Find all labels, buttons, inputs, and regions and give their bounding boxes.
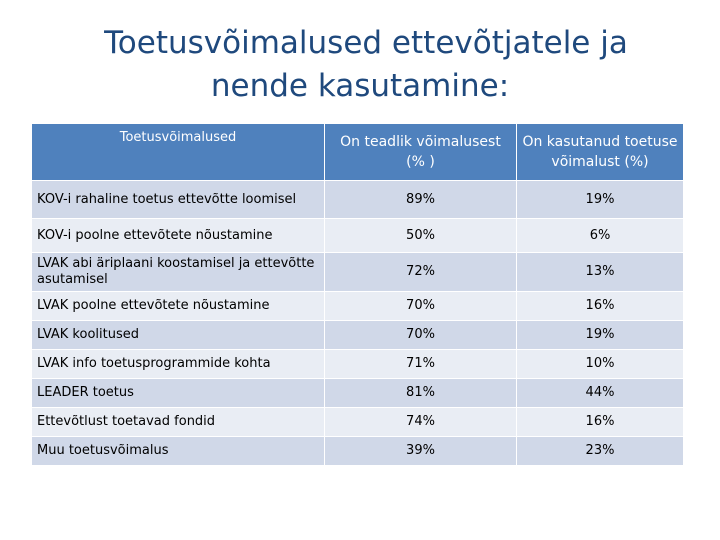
row-label: KOV-i rahaline toetus ettevõtte loomisel <box>32 180 325 218</box>
support-table <box>32 124 683 465</box>
aware-value: 81% <box>325 378 517 407</box>
row-label: LEADER toetus <box>32 378 325 407</box>
used-value: 44% <box>517 378 683 407</box>
aware-value: 74% <box>325 407 517 436</box>
table-row <box>32 252 683 291</box>
row-label: LVAK poolne ettevõtete nõustamine <box>32 291 325 320</box>
aware-value: 89% <box>325 180 517 218</box>
row-label: KOV-i poolne ettevõtete nõustamine <box>32 218 325 252</box>
row-label: LVAK koolitused <box>32 320 325 349</box>
used-value: 16% <box>517 291 683 320</box>
aware-value: 39% <box>325 436 517 465</box>
used-value: 19% <box>517 320 683 349</box>
used-value: 19% <box>517 180 683 218</box>
header-aware: On teadlik võimalusest (% ) <box>325 124 517 180</box>
used-value: 13% <box>517 252 683 291</box>
aware-value: 50% <box>325 218 517 252</box>
aware-value: 71% <box>325 349 517 378</box>
table-row <box>32 378 683 407</box>
row-label: Muu toetusvõimalus <box>32 436 325 465</box>
table-row <box>32 320 683 349</box>
aware-value: 70% <box>325 291 517 320</box>
aware-value: 72% <box>325 252 517 291</box>
table-row <box>32 291 683 320</box>
table-row <box>32 436 683 465</box>
table-row <box>32 407 683 436</box>
row-label: Ettevõtlust toetavad fondid <box>32 407 325 436</box>
used-value: 6% <box>517 218 683 252</box>
aware-value: 70% <box>325 320 517 349</box>
table-row <box>32 218 683 252</box>
used-value: 23% <box>517 436 683 465</box>
row-label: LVAK info toetusprogrammide kohta <box>32 349 325 378</box>
table-row <box>32 349 683 378</box>
title-line-1: Toetusvõimalused ettevõtjatele ja <box>104 25 628 61</box>
header-support-options: Toetusvõimalused <box>32 124 325 180</box>
header-used: On kasutanud toetuse võimalust (%) <box>517 124 683 180</box>
table-header-row <box>32 124 683 180</box>
used-value: 16% <box>517 407 683 436</box>
table-row <box>32 180 683 218</box>
page-title <box>0 22 720 108</box>
title-line-2: nende kasutamine: <box>210 68 510 104</box>
row-label: LVAK abi äriplaani koostamisel ja ettevõtte asutamisel <box>32 252 325 291</box>
used-value: 10% <box>517 349 683 378</box>
